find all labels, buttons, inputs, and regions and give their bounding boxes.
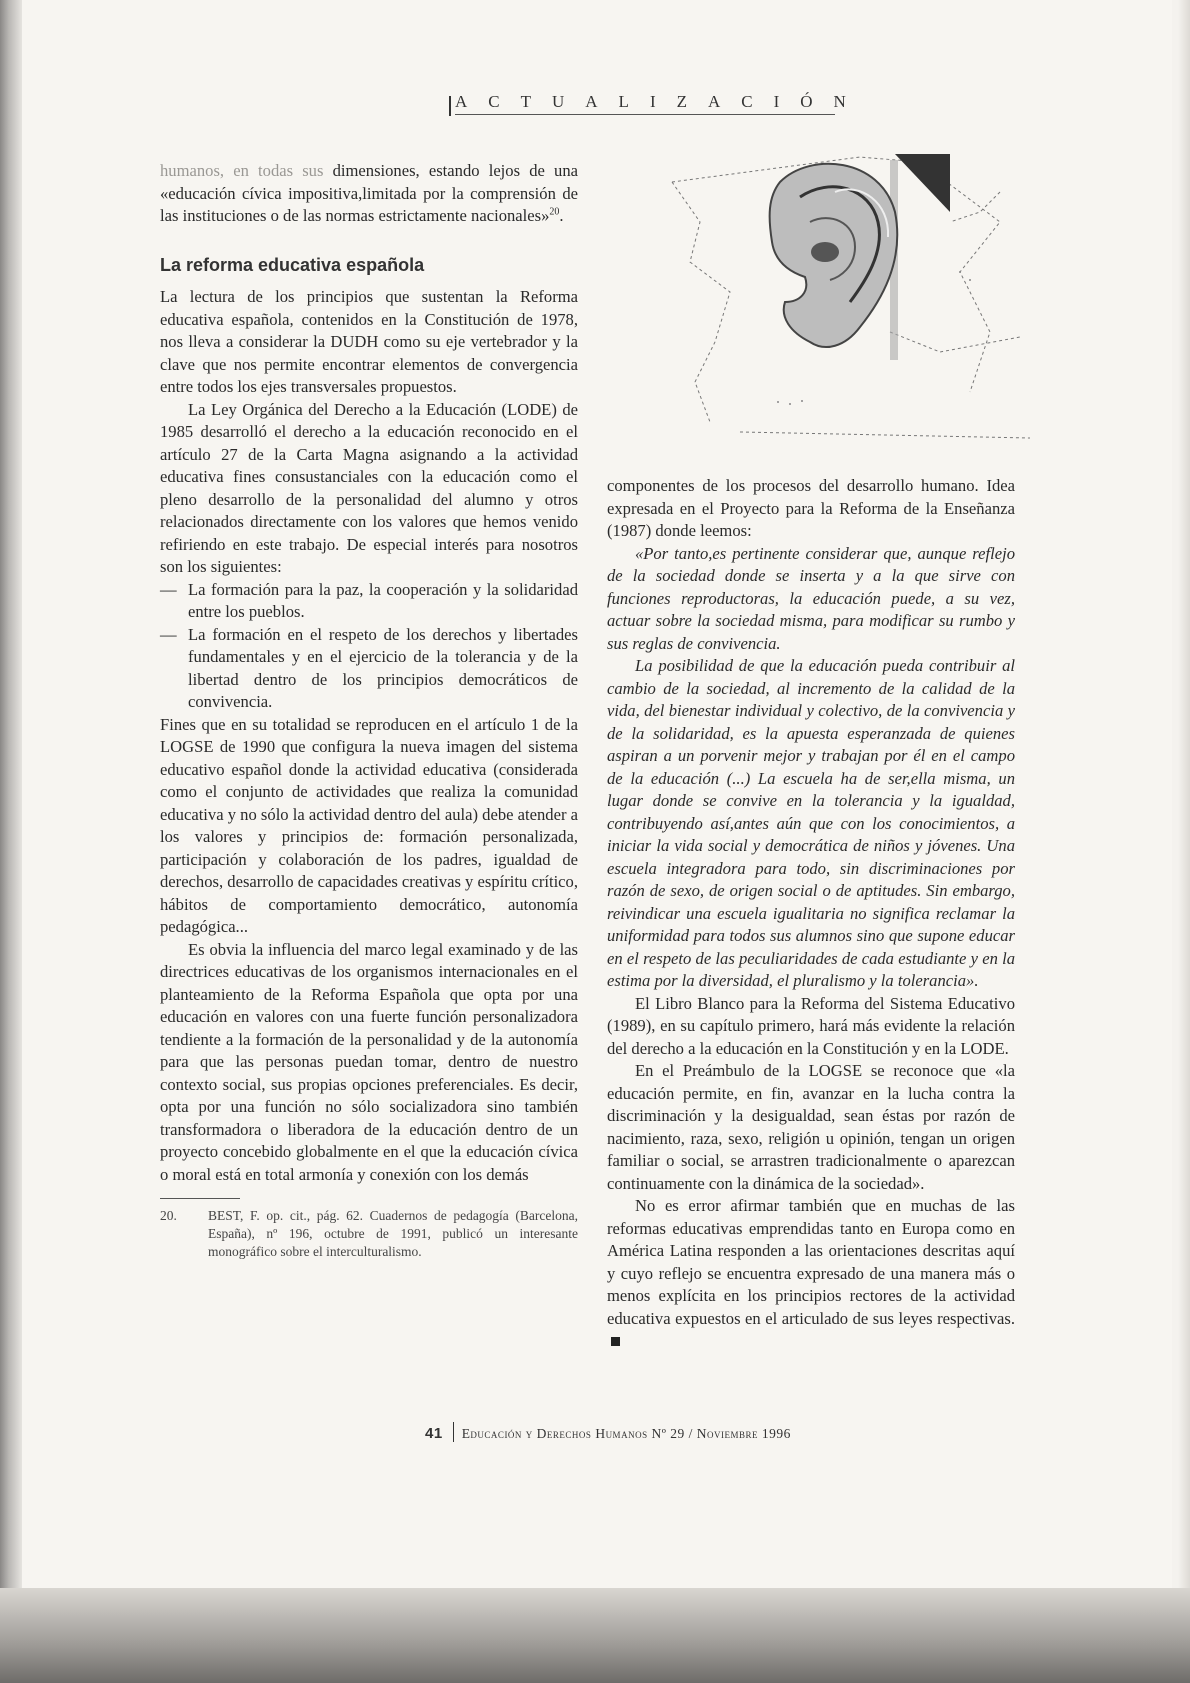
quotation: La posibilidad de que la educación pueda contribuir al cambio de la sociedad, al incremento de la calidad de la vida, del bienestar individual y colectivo, de la convivencia y de la solidaridad, es la apuesta esperanzada de quienes aspiran a un porvenir mejor y trabajan por él en el campo de la educación (...) La escuela ha de ser,ella misma, un lugar donde se convive en la tolerancia y la igualdad, contribuyendo así,antes aún que con los conocimientos, a iniciar la vida social y democrática de niños y jóvenes. Una escuela integradora para todo, sin discriminaciones por razón de sexo, de origen social o de aptitudes. Sin embargo, reivindicar una escuela igualitaria no significa reclamar la uniformidad para todos sus alumnos sino que supone educar en el respeto de las peculiaridades de cada estudiante y en la estima por la diversidad, el pluralismo y la tolerancia». [607,656,1015,990]
footnote-number: 20. [160,1208,177,1223]
intro-paragraph [160,160,578,228]
footnote-text: BEST, F. op. cit., pág. 62. Cuadernos de pedagogía (Barcelona, España), nº 196, octubre de 1991, publicó un interesante monográfico sobre el interculturalismo. [208,1208,578,1259]
ear-illustration-icon [660,152,1030,444]
paragraph: En el Preámbulo de la LOGSE se reconoce que «la educación permite, en fin, avanzar en la lucha contra la discriminación y la desigualdad, sean éstas por razón de nacimiento, raza, sexo, religión u opinión, tengan un origen familiar o social, se arrastren tradicionalmente o aparezcan continuamente con la dinámica de la sociedad». [607,1061,1015,1193]
intro-text: dimensiones, estando lejos de una «educación cívica impositiva,limitada por la comprensión de las instituciones o de las normas estrictamente nacionales» [160,161,578,225]
quotation: «Por tanto,es pertinente considerar que, aunque reflejo de la sociedad donde se inserta y a la que sirve con funciones reproductoras, la educación puede, a su vez, actuar sobre la sociedad misma, para modificar su rumbo y sus reglas de convivencia. [607,543,1015,653]
page-footer [425,1422,791,1442]
footnote [160,1207,578,1261]
footnote-ref: 20 [549,206,560,218]
list-dash: — [160,579,177,599]
footnote-divider [160,1198,240,1199]
left-column [160,160,578,1261]
right-column [607,475,1015,1353]
section-header-bar [449,96,451,116]
end-of-article-mark [611,1337,620,1346]
ear-illustration [660,152,1030,444]
paragraph: componentes de los procesos del desarrollo humano. Idea expresada en el Proyecto para la Reforma de la Enseñanza (1987) donde leemos: [607,476,1015,540]
intro-faded-text: humanos, en todas sus [160,161,324,180]
scan-bottom-shadow [0,1588,1190,1683]
list-item-text: La formación en el respeto de los derechos y libertades fundamentales y en el ejercicio de la tolerancia y de la libertad dentro de los principios democráticos de convivencia. [188,624,578,711]
section-header [455,92,867,115]
footer-separator [453,1422,454,1442]
section-header-label: ACTUALIZACIÓN [455,92,867,111]
paragraph: Es obvia la influencia del marco legal examinado y de las directrices educativas de los organismos internacionales en el planteamiento de la Reforma Española que opta por una educación en valores con una fuerte función personalizadora tendiente a la formación de la personalidad y de la autonomía para que las personas puedan tomar, dentro de nuestro contexto social, sus propias opciones preferenciales. Es decir, opta por una función no sólo socializadora sino también transformadora o liberadora de la educación dentro de un proyecto concebido globalmente en el que la educación cívica o moral está en total armonía y conexión con los demás [160,939,578,1184]
page-number: 41 [425,1425,443,1442]
publication-info: Educación y Derechos Humanos Nº 29 / Noviembre 1996 [461,1426,791,1441]
paragraph: El Libro Blanco para la Reforma del Sistema Educativo (1989), en su capítulo primero, hará más evidente la relación del derecho a la educación en la Constitución y en la LODE. [607,993,1015,1058]
paragraph-text: No es error afirmar también que en muchas de las reformas educativas emprendidas tanto en Europa como en América Latina responden a las orientaciones descritas aquí y cuyo reflejo se encuentra expresado de una manera más o menos explícita en los principios rectores de la actividad educativa expuestos en el articulado de sus leyes respectivas. [607,1196,1015,1328]
paragraph: La Ley Orgánica del Derecho a la Educación (LODE) de 1985 desarrolló el derecho a la educación reconocido en el artículo 27 de la Carta Magna asignando a la actividad educativa fines consustanciales con la educación como el pleno desarrollo de la personalidad del alumno y otros relacionados directamente con los valores que hemos venido refiriendo en este trabajo. De especial interés para nosotros son los siguientes: [160,399,578,576]
page-edge [1178,0,1190,1683]
section-subheading: La reforma educativa española [160,254,425,275]
paragraph: La lectura de los principios que sustentan la Reforma educativa española, contenidos en la Constitución de 1978, nos lleva a considerar la DUDH como su eje vertebrador y la clave que nos permite encontrar elementos de convergencia entre todos los ejes transversales propuestos. [160,287,578,396]
paragraph: Fines que en su totalidad se reproducen en el artículo 1 de la LOGSE de 1990 que configura la nueva imagen del sistema educativo español donde la actividad educativa (considerada como el conjunto de actividades que realiza la comunidad educativa y no sólo la actividad dentro del aula) debe atender a los valores y principios de: formación personalizada, participación y colaboración de los padres, igualdad de derechos, desarrollo de capacidades creativas y espíritu crítico, hábitos de comportamiento democrático, autonomía pedagógica... [160,714,578,936]
list-dash: — [160,624,177,644]
list-item [160,579,578,624]
list-item-text: La formación para la paz, la cooperación y la solidaridad entre los pueblos. [188,579,578,621]
book-gutter-shadow [0,0,22,1683]
list-item [160,624,578,714]
intro-end: . [559,206,564,225]
paragraph [607,1195,1015,1353]
